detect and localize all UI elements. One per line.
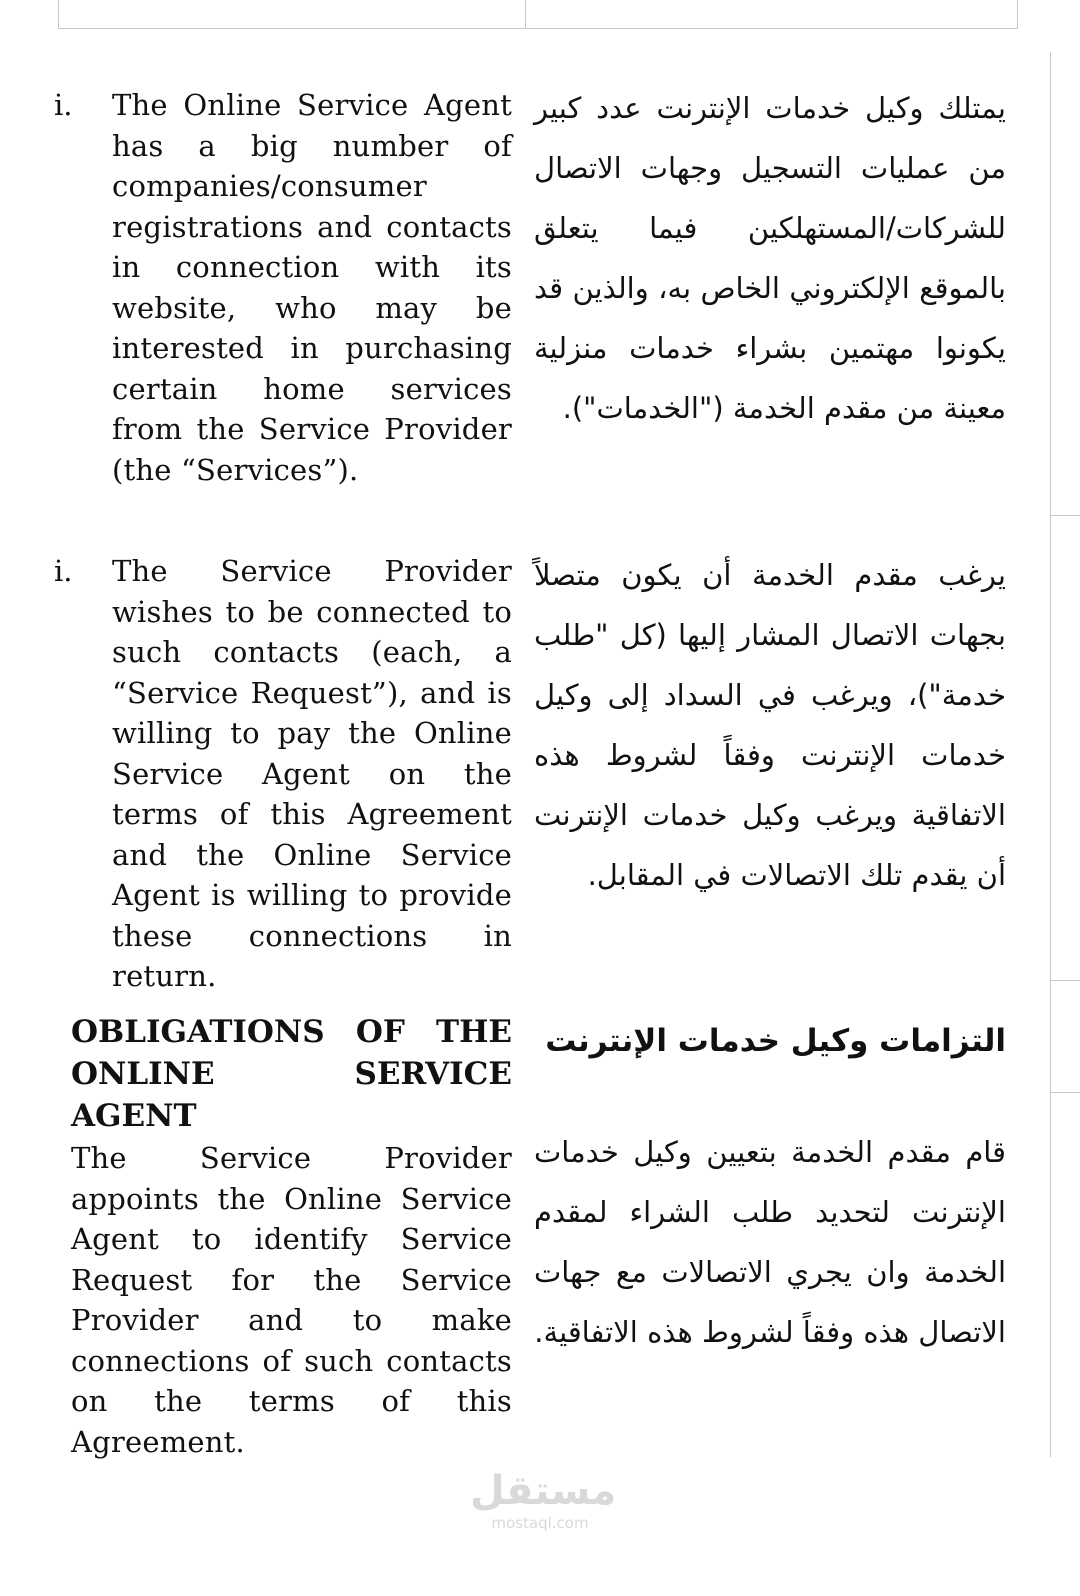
table-column-divider: [525, 0, 526, 28]
clause-2-arabic: يرغب مقدم الخدمة أن يكون متصلاً بجهات الاتصال المشار إليها (كل "طلب خدمة")، ويرغب في السداد إلى وكيل خدمات الإنترنت وفقاً لشروط هذه الاتفاقية ويرغب وكيل خدمات الإنترنت أن يقدم تلك الاتصالات في المقابل.: [534, 558, 1006, 892]
page-margin-rule: [1050, 52, 1051, 1457]
obligations-heading-arabic: التزامات وكيل خدمات الإنترنت: [545, 1023, 1006, 1059]
obligations-arabic: قام مقدم الخدمة بتعيين وكيل خدمات الإنترنت لتحديد طلب الشراء لمقدم الخدمة وان يجري الاتصالات مع جهات الاتصال هذه وفقاً لشروط هذه الاتفاقية.: [534, 1135, 1006, 1349]
clause-1-english: The Online Service Agent has a big number of companies/consumer registrations and contacts in connection with its website, who may be interested in purchasing certain home services from the Service Provider (the “Services”).: [112, 88, 512, 487]
watermark-logo: مستقل: [470, 1468, 617, 1514]
obligations-heading-english: OBLIGATIONS OF THE ONLINE SERVICE AGENT: [71, 1014, 512, 1134]
watermark: [470, 1468, 617, 1532]
clause-2-english: The Service Provider wishes to be connected to such contacts (each, a “Service Request”), and is willing to pay the Online Service Agent on the terms of this Agreement and the Online Service Agent is willing to provide these connections in return.: [112, 554, 512, 993]
table-border-top: [58, 0, 1018, 29]
list-marker: i.: [54, 88, 73, 122]
list-marker: i.: [54, 554, 73, 588]
rule-tick: [1050, 980, 1080, 981]
rule-tick: [1050, 515, 1080, 516]
clause-1-arabic: يمتلك وكيل خدمات الإنترنت عدد كبير من عمليات التسجيل وجهات الاتصال للشركات/المستهلكين فيما يتعلق بالموقع الإلكتروني الخاص به، والذين قد يكونوا مهتمين بشراء خدمات منزلية معينة من مقدم الخدمة ("الخدمات").: [534, 91, 1006, 425]
obligations-english: The Service Provider appoints the Online Service Agent to identify Service Request for the Service Provider and to make connections of such contacts on the terms of this Agreement.: [71, 1141, 512, 1459]
rule-tick: [1050, 1092, 1080, 1093]
watermark-url: mostaql.com: [491, 1514, 589, 1532]
